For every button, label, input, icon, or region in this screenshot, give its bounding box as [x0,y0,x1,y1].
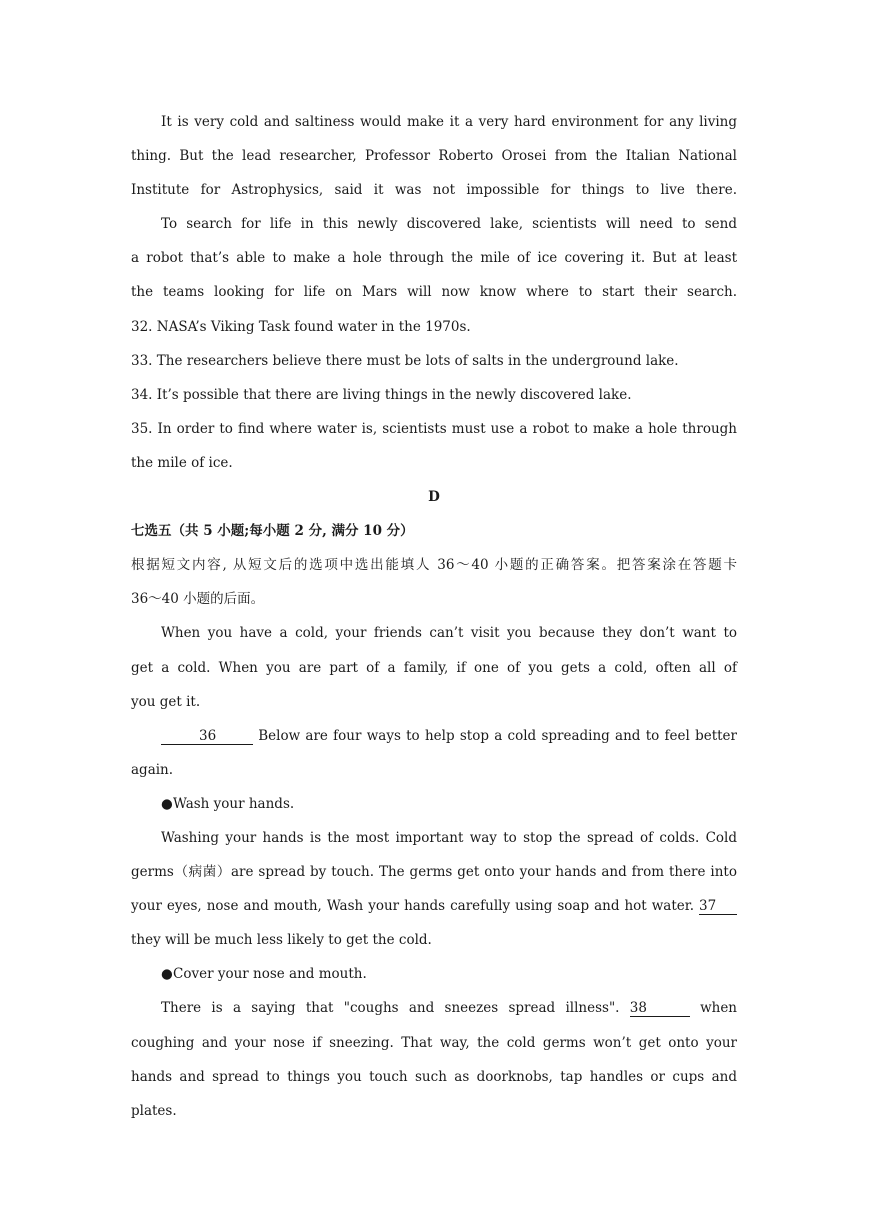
d-p2-line2: again. [131,761,174,778]
section-d-letter: D [428,489,440,506]
bullet-wash-hands-label: Wash your hands. [173,795,295,812]
d-p4-line2: coughing and your nose if sneezing. That way, the cold germs won’t get onto your [131,1034,737,1051]
passage-c-p2-line1: To search for life in this newly discovered lake, scientists will need to send [161,216,737,233]
blank-38: 38 [630,1001,690,1017]
blank-36: 36 [161,729,253,745]
d-p2-text: Below are four ways to help stop a cold spreading and to feel better [258,727,737,744]
d-p1-line2: get a cold. When you are part of a family, if one of you gets a cold, often all of [131,659,737,676]
d-p4-line1 [131,991,737,1025]
instructions-line1: 根据短文内容, 从短文后的选项中选出能填人 36～40 小题的正确答案。把答案涂在答题卡 [131,557,737,574]
question-32: 32. NASA’s Viking Task found water in the 1970s. [131,318,471,335]
document-page [131,105,737,1128]
d-p3-line1: Washing your hands is the most important way to stop the spread of colds. Cold [161,829,737,846]
section-d-heading: 七选五（共 5 小题;每小题 2 分, 满分 10 分） [131,523,414,540]
question-35-line1: 35. In order to find where water is, scientists must use a robot to make a hole through [131,420,737,437]
d-p3-line4: they will be much less likely to get the cold. [131,932,432,949]
d-p4-line3: hands and spread to things you touch such as doorknobs, tap handles or cups and [131,1068,737,1085]
bullet-cover-nose [131,957,737,991]
d-p3-line3-text: your eyes, nose and mouth, Wash your hands carefully using soap and hot water. [131,898,694,915]
d-p4-line1-text: There is a saying that "coughs and sneezes spread illness". [161,1000,620,1017]
passage-c-p1-line1: It is very cold and saltiness would make it a very hard environment for any living [161,114,737,130]
bullet-icon: ● [161,795,173,812]
d-p3-line3 [131,889,737,923]
passage-c-p2-line3: the teams looking for life on Mars will now know where to start their search. [131,284,737,301]
d-p3-line2: germs（病菌）are spread by touch. The germs get onto your hands and from there into [131,864,737,881]
d-p1-line3: you get it. [131,693,201,710]
d-p1-line1: When you have a cold, your friends can’t visit you because they don’t want to [161,625,737,642]
question-35-line2: the mile of ice. [131,454,233,471]
question-34: 34. It’s possible that there are living things in the newly discovered lake. [131,386,632,403]
passage-c-p2-line2: a robot that’s able to make a hole through the mile of ice covering it. But at least [131,250,737,267]
bullet-cover-nose-label: Cover your nose and mouth. [173,966,367,983]
d-p4-line1-end: when [700,1000,737,1017]
blank-37: 37 [699,899,737,915]
bullet-wash-hands [131,787,737,821]
d-p2-line1 [131,719,737,753]
question-33: 33. The researchers believe there must be lots of salts in the underground lake. [131,352,679,369]
passage-c-p1-line2: thing. But the lead researcher, Professor Roberto Orosei from the Italian National [131,148,737,165]
bullet-icon: ● [161,966,173,983]
passage-c-p1-line3: Institute for Astrophysics, said it was not impossible for things to live there. [131,182,737,199]
d-p4-line4: plates. [131,1102,177,1119]
instructions-line2: 36～40 小题的后面。 [131,591,265,608]
